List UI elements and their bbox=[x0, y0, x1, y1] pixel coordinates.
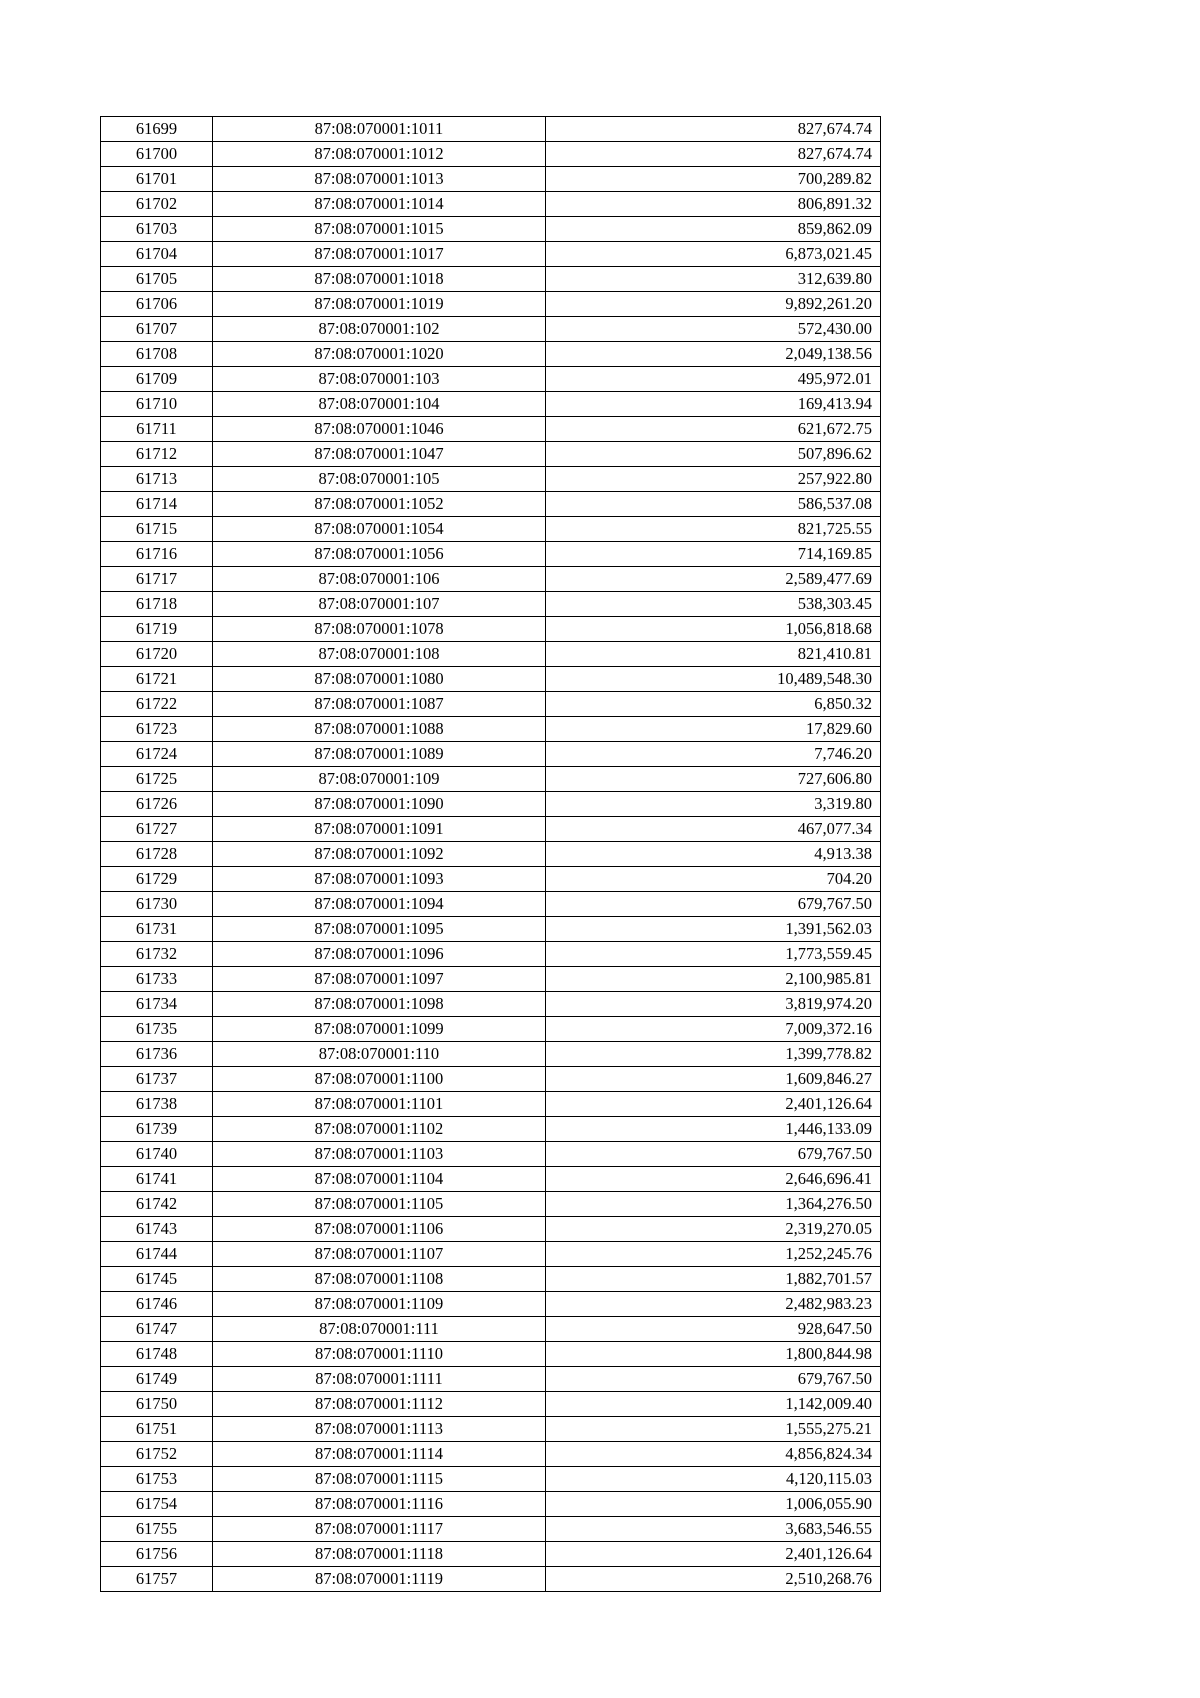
row-number-cell: 61749 bbox=[101, 1367, 213, 1392]
cadastral-number-cell: 87:08:070001:1020 bbox=[213, 342, 546, 367]
table-row bbox=[101, 342, 881, 367]
row-number-cell: 61716 bbox=[101, 542, 213, 567]
value-cell: 1,252,245.76 bbox=[546, 1242, 881, 1267]
table-row bbox=[101, 1517, 881, 1542]
table-row bbox=[101, 242, 881, 267]
row-number-cell: 61738 bbox=[101, 1092, 213, 1117]
table-row bbox=[101, 142, 881, 167]
table-row bbox=[101, 192, 881, 217]
value-cell: 538,303.45 bbox=[546, 592, 881, 617]
cadastral-number-cell: 87:08:070001:1015 bbox=[213, 217, 546, 242]
table-row bbox=[101, 1292, 881, 1317]
row-number-cell: 61737 bbox=[101, 1067, 213, 1092]
cadastral-number-cell: 87:08:070001:1017 bbox=[213, 242, 546, 267]
row-number-cell: 61734 bbox=[101, 992, 213, 1017]
row-number-cell: 61729 bbox=[101, 867, 213, 892]
table-row bbox=[101, 1092, 881, 1117]
cadastral-number-cell: 87:08:070001:1080 bbox=[213, 667, 546, 692]
table-row bbox=[101, 742, 881, 767]
value-cell: 2,100,985.81 bbox=[546, 967, 881, 992]
value-cell: 821,725.55 bbox=[546, 517, 881, 542]
table-row bbox=[101, 1567, 881, 1592]
table-row bbox=[101, 117, 881, 142]
table-row bbox=[101, 1242, 881, 1267]
table-row bbox=[101, 1417, 881, 1442]
table-row bbox=[101, 1317, 881, 1342]
row-number-cell: 61708 bbox=[101, 342, 213, 367]
table-row bbox=[101, 417, 881, 442]
cadastral-number-cell: 87:08:070001:1111 bbox=[213, 1367, 546, 1392]
value-cell: 572,430.00 bbox=[546, 317, 881, 342]
value-cell: 586,537.08 bbox=[546, 492, 881, 517]
table-row bbox=[101, 1067, 881, 1092]
cadastral-number-cell: 87:08:070001:1090 bbox=[213, 792, 546, 817]
value-cell: 1,056,818.68 bbox=[546, 617, 881, 642]
value-cell: 9,892,261.20 bbox=[546, 292, 881, 317]
cadastral-number-cell: 87:08:070001:1117 bbox=[213, 1517, 546, 1542]
row-number-cell: 61733 bbox=[101, 967, 213, 992]
table-row bbox=[101, 992, 881, 1017]
row-number-cell: 61704 bbox=[101, 242, 213, 267]
cadastral-number-cell: 87:08:070001:105 bbox=[213, 467, 546, 492]
row-number-cell: 61727 bbox=[101, 817, 213, 842]
table-row bbox=[101, 467, 881, 492]
row-number-cell: 61717 bbox=[101, 567, 213, 592]
table-row bbox=[101, 1042, 881, 1067]
row-number-cell: 61706 bbox=[101, 292, 213, 317]
cadastral-number-cell: 87:08:070001:107 bbox=[213, 592, 546, 617]
row-number-cell: 61714 bbox=[101, 492, 213, 517]
cadastral-number-cell: 87:08:070001:1097 bbox=[213, 967, 546, 992]
table-row bbox=[101, 1492, 881, 1517]
table-row bbox=[101, 167, 881, 192]
value-cell: 704.20 bbox=[546, 867, 881, 892]
cadastral-number-cell: 87:08:070001:1106 bbox=[213, 1217, 546, 1242]
row-number-cell: 61712 bbox=[101, 442, 213, 467]
row-number-cell: 61756 bbox=[101, 1542, 213, 1567]
value-cell: 507,896.62 bbox=[546, 442, 881, 467]
cadastral-number-cell: 87:08:070001:111 bbox=[213, 1317, 546, 1342]
value-cell: 679,767.50 bbox=[546, 892, 881, 917]
cadastral-number-cell: 87:08:070001:110 bbox=[213, 1042, 546, 1067]
cadastral-number-cell: 87:08:070001:1118 bbox=[213, 1542, 546, 1567]
cadastral-number-cell: 87:08:070001:104 bbox=[213, 392, 546, 417]
table-row bbox=[101, 942, 881, 967]
table-body bbox=[101, 117, 881, 1592]
table-row bbox=[101, 292, 881, 317]
table-row bbox=[101, 267, 881, 292]
value-cell: 679,767.50 bbox=[546, 1142, 881, 1167]
value-cell: 169,413.94 bbox=[546, 392, 881, 417]
table-row bbox=[101, 567, 881, 592]
table-row bbox=[101, 1542, 881, 1567]
value-cell: 17,829.60 bbox=[546, 717, 881, 742]
value-cell: 827,674.74 bbox=[546, 117, 881, 142]
value-cell: 312,639.80 bbox=[546, 267, 881, 292]
value-cell: 2,401,126.64 bbox=[546, 1542, 881, 1567]
value-cell: 7,746.20 bbox=[546, 742, 881, 767]
row-number-cell: 61726 bbox=[101, 792, 213, 817]
value-cell: 1,006,055.90 bbox=[546, 1492, 881, 1517]
row-number-cell: 61753 bbox=[101, 1467, 213, 1492]
cadastral-number-cell: 87:08:070001:1099 bbox=[213, 1017, 546, 1042]
value-cell: 1,882,701.57 bbox=[546, 1267, 881, 1292]
table-row bbox=[101, 617, 881, 642]
cadastral-number-cell: 87:08:070001:1046 bbox=[213, 417, 546, 442]
cadastral-number-cell: 87:08:070001:1091 bbox=[213, 817, 546, 842]
cadastral-number-cell: 87:08:070001:1110 bbox=[213, 1342, 546, 1367]
table-row bbox=[101, 1167, 881, 1192]
cadastral-number-cell: 87:08:070001:1114 bbox=[213, 1442, 546, 1467]
table-row bbox=[101, 1017, 881, 1042]
cadastral-number-cell: 87:08:070001:1119 bbox=[213, 1567, 546, 1592]
table-row bbox=[101, 542, 881, 567]
value-cell: 2,319,270.05 bbox=[546, 1217, 881, 1242]
cadastral-number-cell: 87:08:070001:1056 bbox=[213, 542, 546, 567]
table-row bbox=[101, 217, 881, 242]
row-number-cell: 61711 bbox=[101, 417, 213, 442]
value-cell: 2,049,138.56 bbox=[546, 342, 881, 367]
row-number-cell: 61740 bbox=[101, 1142, 213, 1167]
cadastral-number-cell: 87:08:070001:1094 bbox=[213, 892, 546, 917]
cadastral-number-cell: 87:08:070001:1054 bbox=[213, 517, 546, 542]
table-row bbox=[101, 692, 881, 717]
value-cell: 727,606.80 bbox=[546, 767, 881, 792]
row-number-cell: 61755 bbox=[101, 1517, 213, 1542]
row-number-cell: 61721 bbox=[101, 667, 213, 692]
value-cell: 700,289.82 bbox=[546, 167, 881, 192]
value-cell: 621,672.75 bbox=[546, 417, 881, 442]
cadastral-number-cell: 87:08:070001:1096 bbox=[213, 942, 546, 967]
row-number-cell: 61707 bbox=[101, 317, 213, 342]
cadastral-number-cell: 87:08:070001:106 bbox=[213, 567, 546, 592]
value-cell: 1,800,844.98 bbox=[546, 1342, 881, 1367]
table-row bbox=[101, 867, 881, 892]
table-row bbox=[101, 1117, 881, 1142]
cadastral-number-cell: 87:08:070001:1087 bbox=[213, 692, 546, 717]
value-cell: 3,819,974.20 bbox=[546, 992, 881, 1017]
cadastral-number-cell: 87:08:070001:103 bbox=[213, 367, 546, 392]
table-row bbox=[101, 792, 881, 817]
cadastral-number-cell: 87:08:070001:1109 bbox=[213, 1292, 546, 1317]
row-number-cell: 61743 bbox=[101, 1217, 213, 1242]
row-number-cell: 61742 bbox=[101, 1192, 213, 1217]
table-row bbox=[101, 1367, 881, 1392]
row-number-cell: 61748 bbox=[101, 1342, 213, 1367]
row-number-cell: 61745 bbox=[101, 1267, 213, 1292]
cadastral-number-cell: 87:08:070001:1092 bbox=[213, 842, 546, 867]
row-number-cell: 61739 bbox=[101, 1117, 213, 1142]
row-number-cell: 61724 bbox=[101, 742, 213, 767]
value-cell: 3,683,546.55 bbox=[546, 1517, 881, 1542]
row-number-cell: 61710 bbox=[101, 392, 213, 417]
value-cell: 928,647.50 bbox=[546, 1317, 881, 1342]
row-number-cell: 61723 bbox=[101, 717, 213, 742]
value-cell: 6,850.32 bbox=[546, 692, 881, 717]
row-number-cell: 61746 bbox=[101, 1292, 213, 1317]
table-row bbox=[101, 1442, 881, 1467]
row-number-cell: 61731 bbox=[101, 917, 213, 942]
row-number-cell: 61718 bbox=[101, 592, 213, 617]
row-number-cell: 61701 bbox=[101, 167, 213, 192]
row-number-cell: 61709 bbox=[101, 367, 213, 392]
cadastral-number-cell: 87:08:070001:1011 bbox=[213, 117, 546, 142]
value-cell: 257,922.80 bbox=[546, 467, 881, 492]
cadastral-number-cell: 87:08:070001:1098 bbox=[213, 992, 546, 1017]
cadastral-number-cell: 87:08:070001:1019 bbox=[213, 292, 546, 317]
cadastral-number-cell: 87:08:070001:1014 bbox=[213, 192, 546, 217]
cadastral-number-cell: 87:08:070001:1052 bbox=[213, 492, 546, 517]
cadastral-number-cell: 87:08:070001:1093 bbox=[213, 867, 546, 892]
data-table bbox=[100, 116, 881, 1592]
table-row bbox=[101, 667, 881, 692]
row-number-cell: 61720 bbox=[101, 642, 213, 667]
value-cell: 2,589,477.69 bbox=[546, 567, 881, 592]
table-row bbox=[101, 967, 881, 992]
row-number-cell: 61751 bbox=[101, 1417, 213, 1442]
cadastral-number-cell: 87:08:070001:108 bbox=[213, 642, 546, 667]
cadastral-number-cell: 87:08:070001:1108 bbox=[213, 1267, 546, 1292]
value-cell: 806,891.32 bbox=[546, 192, 881, 217]
row-number-cell: 61702 bbox=[101, 192, 213, 217]
table-row bbox=[101, 1142, 881, 1167]
value-cell: 2,646,696.41 bbox=[546, 1167, 881, 1192]
table-row bbox=[101, 1342, 881, 1367]
row-number-cell: 61699 bbox=[101, 117, 213, 142]
row-number-cell: 61730 bbox=[101, 892, 213, 917]
table-row bbox=[101, 1267, 881, 1292]
row-number-cell: 61744 bbox=[101, 1242, 213, 1267]
value-cell: 1,399,778.82 bbox=[546, 1042, 881, 1067]
table-row bbox=[101, 767, 881, 792]
row-number-cell: 61732 bbox=[101, 942, 213, 967]
table-row bbox=[101, 492, 881, 517]
cadastral-number-cell: 87:08:070001:1112 bbox=[213, 1392, 546, 1417]
value-cell: 4,856,824.34 bbox=[546, 1442, 881, 1467]
cadastral-number-cell: 87:08:070001:1089 bbox=[213, 742, 546, 767]
row-number-cell: 61752 bbox=[101, 1442, 213, 1467]
value-cell: 6,873,021.45 bbox=[546, 242, 881, 267]
row-number-cell: 61705 bbox=[101, 267, 213, 292]
cadastral-number-cell: 87:08:070001:1047 bbox=[213, 442, 546, 467]
cadastral-number-cell: 87:08:070001:1116 bbox=[213, 1492, 546, 1517]
cadastral-number-cell: 87:08:070001:1107 bbox=[213, 1242, 546, 1267]
value-cell: 4,913.38 bbox=[546, 842, 881, 867]
value-cell: 679,767.50 bbox=[546, 1367, 881, 1392]
value-cell: 7,009,372.16 bbox=[546, 1017, 881, 1042]
row-number-cell: 61722 bbox=[101, 692, 213, 717]
value-cell: 4,120,115.03 bbox=[546, 1467, 881, 1492]
value-cell: 1,142,009.40 bbox=[546, 1392, 881, 1417]
value-cell: 2,482,983.23 bbox=[546, 1292, 881, 1317]
cadastral-number-cell: 87:08:070001:1018 bbox=[213, 267, 546, 292]
value-cell: 1,391,562.03 bbox=[546, 917, 881, 942]
table-row bbox=[101, 1467, 881, 1492]
value-cell: 1,555,275.21 bbox=[546, 1417, 881, 1442]
value-cell: 3,319.80 bbox=[546, 792, 881, 817]
value-cell: 827,674.74 bbox=[546, 142, 881, 167]
cadastral-number-cell: 87:08:070001:1100 bbox=[213, 1067, 546, 1092]
row-number-cell: 61750 bbox=[101, 1392, 213, 1417]
value-cell: 1,364,276.50 bbox=[546, 1192, 881, 1217]
table-row bbox=[101, 817, 881, 842]
value-cell: 2,510,268.76 bbox=[546, 1567, 881, 1592]
cadastral-number-cell: 87:08:070001:1104 bbox=[213, 1167, 546, 1192]
table-row bbox=[101, 517, 881, 542]
cadastral-number-cell: 87:08:070001:1115 bbox=[213, 1467, 546, 1492]
table-row bbox=[101, 642, 881, 667]
row-number-cell: 61725 bbox=[101, 767, 213, 792]
table-row bbox=[101, 917, 881, 942]
row-number-cell: 61713 bbox=[101, 467, 213, 492]
table-row bbox=[101, 317, 881, 342]
cadastral-number-cell: 87:08:070001:1103 bbox=[213, 1142, 546, 1167]
row-number-cell: 61757 bbox=[101, 1567, 213, 1592]
cadastral-number-cell: 87:08:070001:1013 bbox=[213, 167, 546, 192]
cadastral-number-cell: 87:08:070001:1078 bbox=[213, 617, 546, 642]
table-row bbox=[101, 842, 881, 867]
table-row bbox=[101, 1192, 881, 1217]
value-cell: 1,773,559.45 bbox=[546, 942, 881, 967]
table-row bbox=[101, 892, 881, 917]
value-cell: 10,489,548.30 bbox=[546, 667, 881, 692]
table-row bbox=[101, 1392, 881, 1417]
row-number-cell: 61728 bbox=[101, 842, 213, 867]
row-number-cell: 61747 bbox=[101, 1317, 213, 1342]
cadastral-number-cell: 87:08:070001:1105 bbox=[213, 1192, 546, 1217]
cadastral-number-cell: 87:08:070001:1102 bbox=[213, 1117, 546, 1142]
row-number-cell: 61719 bbox=[101, 617, 213, 642]
row-number-cell: 61741 bbox=[101, 1167, 213, 1192]
cadastral-number-cell: 87:08:070001:1012 bbox=[213, 142, 546, 167]
table-row bbox=[101, 717, 881, 742]
table-row bbox=[101, 367, 881, 392]
cadastral-number-cell: 87:08:070001:109 bbox=[213, 767, 546, 792]
row-number-cell: 61735 bbox=[101, 1017, 213, 1042]
row-number-cell: 61715 bbox=[101, 517, 213, 542]
value-cell: 467,077.34 bbox=[546, 817, 881, 842]
cadastral-number-cell: 87:08:070001:102 bbox=[213, 317, 546, 342]
row-number-cell: 61754 bbox=[101, 1492, 213, 1517]
cadastral-number-cell: 87:08:070001:1095 bbox=[213, 917, 546, 942]
value-cell: 1,609,846.27 bbox=[546, 1067, 881, 1092]
table-row bbox=[101, 392, 881, 417]
table-row bbox=[101, 592, 881, 617]
row-number-cell: 61703 bbox=[101, 217, 213, 242]
value-cell: 1,446,133.09 bbox=[546, 1117, 881, 1142]
cadastral-number-cell: 87:08:070001:1088 bbox=[213, 717, 546, 742]
value-cell: 495,972.01 bbox=[546, 367, 881, 392]
value-cell: 821,410.81 bbox=[546, 642, 881, 667]
value-cell: 859,862.09 bbox=[546, 217, 881, 242]
cadastral-number-cell: 87:08:070001:1101 bbox=[213, 1092, 546, 1117]
table-row bbox=[101, 442, 881, 467]
row-number-cell: 61736 bbox=[101, 1042, 213, 1067]
cadastral-number-cell: 87:08:070001:1113 bbox=[213, 1417, 546, 1442]
value-cell: 2,401,126.64 bbox=[546, 1092, 881, 1117]
row-number-cell: 61700 bbox=[101, 142, 213, 167]
value-cell: 714,169.85 bbox=[546, 542, 881, 567]
table-row bbox=[101, 1217, 881, 1242]
